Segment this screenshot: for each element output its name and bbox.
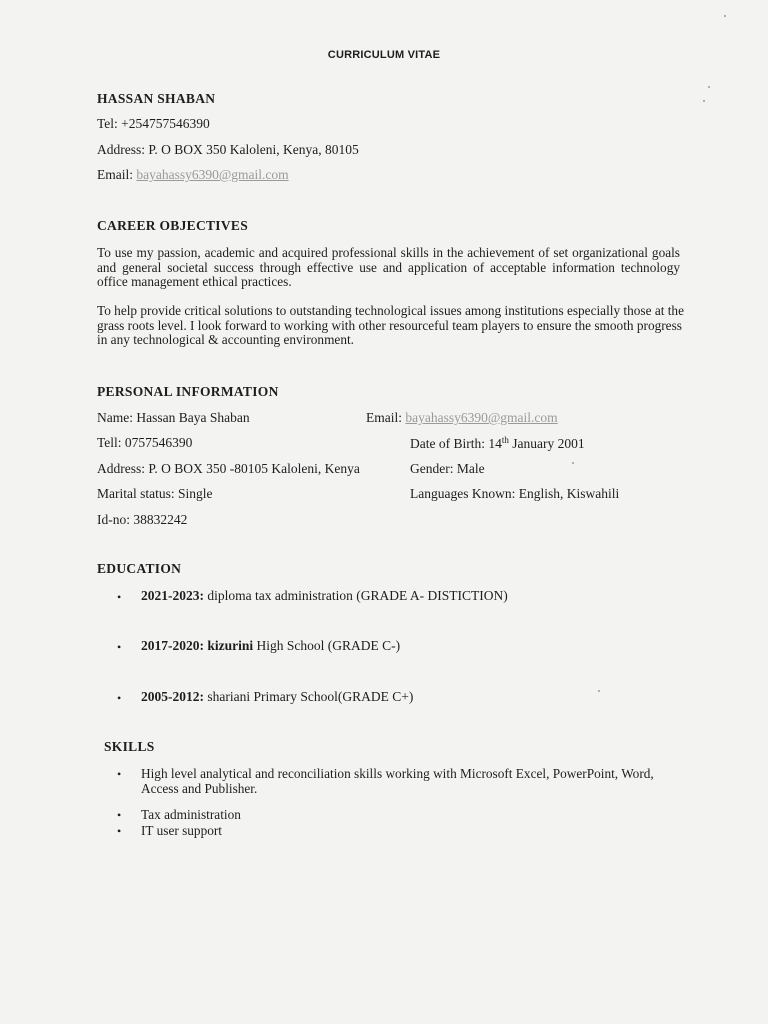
education-years: 2005-2012: bbox=[141, 689, 204, 704]
scan-speck bbox=[598, 690, 600, 692]
skill-item: Tax administration bbox=[141, 807, 241, 822]
skill-bullet: • bbox=[117, 808, 122, 822]
document-title: CURRICULUM VITAE bbox=[327, 49, 441, 61]
header-email-link[interactable]: bayahassy6390@gmail.com bbox=[136, 167, 289, 182]
education-item bbox=[141, 588, 508, 604]
personal-name: Name: Hassan Baya Shaban bbox=[97, 410, 250, 425]
personal-languages: Languages Known: English, Kiswahili bbox=[410, 486, 620, 501]
header-address: Address: P. O BOX 350 Kaloleni, Kenya, 80105 bbox=[97, 142, 359, 157]
skill-bullet: • bbox=[117, 824, 122, 838]
education-item bbox=[141, 689, 413, 705]
dob-superscript: th bbox=[501, 435, 509, 445]
education-item bbox=[141, 638, 400, 654]
scan-speck bbox=[572, 462, 574, 464]
skill-item: High level analytical and reconciliation skills working with Microsoft Excel, PowerPoint, Word, Access and Publisher. bbox=[141, 766, 654, 796]
personal-marital-status: Marital status: Single bbox=[97, 486, 213, 501]
personal-gender: Gender: Male bbox=[410, 461, 485, 476]
skill-bullet: • bbox=[117, 767, 122, 781]
education-detail: shariani Primary School(GRADE C+) bbox=[204, 689, 414, 704]
education-school-bold: kizurini bbox=[204, 638, 254, 653]
dob-suffix: January 2001 bbox=[508, 436, 585, 451]
education-bullet: • bbox=[117, 640, 122, 654]
header-email-label: Email: bbox=[97, 167, 133, 182]
personal-dob bbox=[410, 435, 585, 452]
personal-email-label: Email: bbox=[366, 410, 402, 425]
personal-tell: Tell: 0757546390 bbox=[97, 435, 193, 450]
education-detail: diploma tax administration (GRADE A- DISTICTION) bbox=[204, 588, 508, 603]
education-heading: EDUCATION bbox=[97, 561, 182, 576]
scan-speck bbox=[708, 86, 710, 88]
candidate-name: HASSAN SHABAN bbox=[97, 91, 216, 106]
skill-item: IT user support bbox=[141, 823, 223, 838]
career-paragraph-2: To help provide critical solutions to outstanding technological issues among institutions especially those at the grass roots level. I look forward to working with other resourceful team players to ensure the smooth progress in any technological & accounting environment. bbox=[97, 303, 684, 347]
skills-heading: SKILLS bbox=[104, 739, 155, 754]
personal-email-link[interactable]: bayahassy6390@gmail.com bbox=[405, 410, 558, 425]
dob-prefix: Date of Birth: 14 bbox=[410, 436, 502, 451]
education-detail: High School (GRADE C-) bbox=[253, 638, 401, 653]
education-bullet: • bbox=[117, 691, 122, 705]
education-bullet: • bbox=[117, 590, 122, 604]
personal-address: Address: P. O BOX 350 -80105 Kaloleni, Kenya bbox=[97, 461, 360, 476]
header-email-row bbox=[97, 167, 289, 183]
scan-speck bbox=[703, 100, 705, 102]
education-years: 2021-2023: bbox=[141, 588, 204, 603]
education-years: 2017-2020: bbox=[141, 638, 204, 653]
personal-id-no: Id-no: 38832242 bbox=[97, 512, 188, 527]
personal-email-row bbox=[366, 410, 558, 426]
personal-information-heading: PERSONAL INFORMATION bbox=[97, 384, 279, 399]
career-objectives-heading: CAREER OBJECTIVES bbox=[97, 218, 249, 233]
header-tel: Tel: +254757546390 bbox=[97, 116, 210, 131]
career-paragraph-1: To use my passion, academic and acquired professional skills in the achievement of set organizational goals and general societal success through effective use and application of acceptable information technology office management ethical practices. bbox=[97, 245, 680, 289]
scan-speck bbox=[724, 15, 726, 17]
